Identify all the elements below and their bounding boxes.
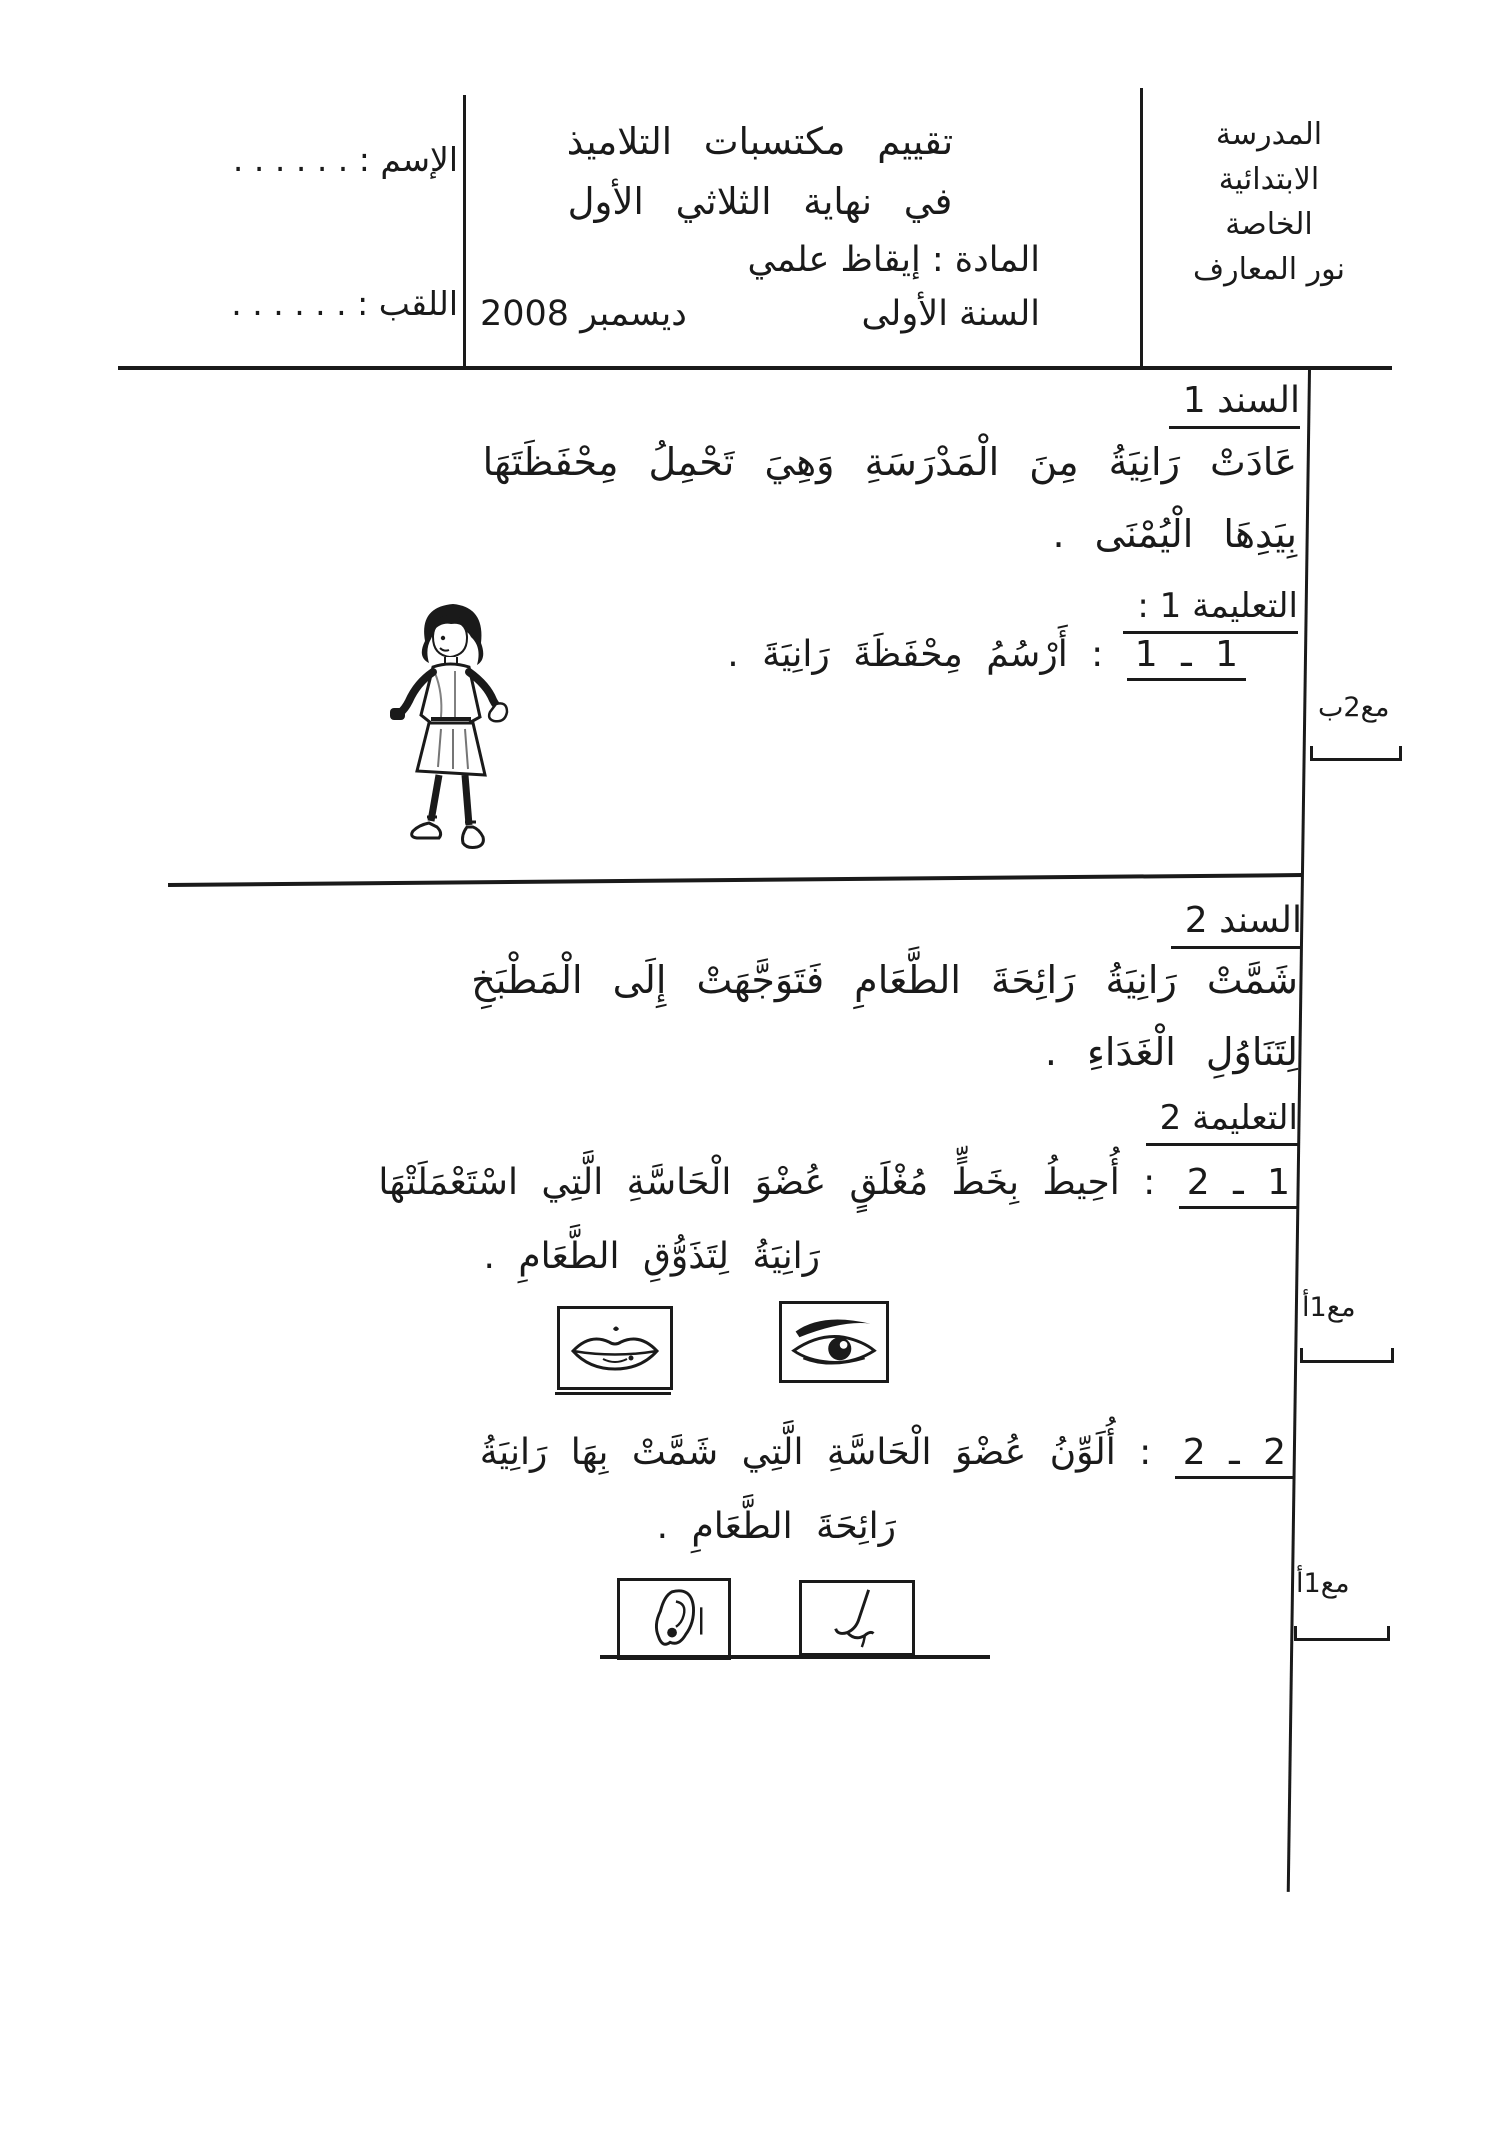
task-2-2-text-line2: رَائِحَةَ الطَّعَامِ . [656, 1506, 896, 1547]
nose-image-box [799, 1580, 915, 1656]
section2-text-line2: لِتَنَاوُلِ الْغَدَاءِ . [1044, 1030, 1298, 1074]
nose-icon [807, 1586, 907, 1650]
section2-heading [1171, 900, 1302, 941]
task-1-2 [378, 1162, 1298, 1203]
eye-image-box [779, 1301, 889, 1383]
score-bracket-1 [1310, 746, 1402, 761]
header-divider-left [463, 95, 466, 368]
task-2-2 [480, 1432, 1294, 1473]
eye-icon [786, 1308, 882, 1376]
last-name-field: اللقب : . . . . . . [231, 284, 458, 323]
instruction1-heading [1123, 586, 1298, 626]
score-bracket-2 [1300, 1348, 1394, 1363]
school-name-line1: المدرسة [1215, 117, 1323, 152]
section2-text-line1: شَمَّتْ رَانِيَةُ رَائِحَةَ الطَّعَامِ فَتَوَجَّهَتْ إِلَى الْمَطْبَخِ [471, 958, 1298, 1002]
task-2-2-text-line1: : أُلَوِّنُ عُضْوَ الْحَاسَّةِ الَّتِي شَمَّتْ بِهَا رَانِيَةُ [479, 1432, 1152, 1473]
score-mark-section1: مع2ب [1318, 692, 1390, 723]
exam-title-line2: في نهاية الثلاثي الأول [567, 180, 953, 223]
section1-text-line2: بِيَدِهَا الْيُمْنَى . [1052, 512, 1297, 556]
school-name-line4: نور المعارف [1193, 252, 1345, 287]
girl-illustration [383, 596, 523, 858]
school-name-line2: الابتدائية [1218, 162, 1320, 197]
exam-title-line1: تقييم مكتسبات التلاميذ [566, 120, 954, 163]
task-2-2-number: 2 ـ 2 [1175, 1432, 1294, 1479]
mouth-image-box [557, 1306, 673, 1390]
section1-heading-label: السند 1 [1169, 380, 1300, 429]
section1-heading [1169, 380, 1300, 421]
ear-icon [625, 1584, 723, 1654]
header-divider-right [1140, 88, 1143, 368]
score-bracket-3 [1294, 1626, 1390, 1641]
mouth-icon [565, 1313, 665, 1383]
task-1-2-text-line1: : أُحِيطُ بِخَطٍّ مُغْلَقٍ عُضْوَ الْحَاسَّةِ الَّتِي اسْتَعْمَلَتْهَا [378, 1162, 1156, 1203]
girl-walking-icon [383, 596, 523, 858]
section1-text-line1: عَادَتْ رَانِيَةُ مِنَ الْمَدْرَسَةِ وَهِيَ تَحْمِلُ مِحْفَظَتَهَا [482, 440, 1297, 484]
score-mark-task-2-2: مع1أ [1296, 1568, 1350, 1599]
ear-image-box [617, 1578, 731, 1660]
instruction1-heading-label: التعليمة 1 : [1123, 586, 1298, 634]
task-1-2-text-line2: رَانِيَةُ لِتَذَوُّقِ الطَّعَامِ . [483, 1236, 820, 1277]
task-1-1 [727, 634, 1246, 675]
school-name-line3: الخاصة [1225, 207, 1313, 242]
task-1-1-number: 1 ـ 1 [1127, 634, 1246, 681]
header-bottom-border [118, 366, 1392, 370]
section-divider-line [168, 873, 1302, 887]
mouth-box-shadow-line [555, 1392, 671, 1395]
score-mark-task-1-2: مع1أ [1302, 1292, 1356, 1323]
section2-heading-label: السند 2 [1171, 900, 1302, 949]
grade-label: السنة الأولى [861, 294, 1040, 334]
exam-header-center [480, 120, 1040, 334]
instruction2-heading-label: التعليمة 2 [1146, 1098, 1298, 1146]
school-name [1150, 112, 1388, 292]
task-1-2-number: 1 ـ 2 [1179, 1162, 1298, 1209]
organ-boxes-underline [600, 1655, 990, 1659]
first-name-field: الإسم : . . . . . . [232, 140, 458, 179]
task-1-1-text: : أَرْسُمُ مِحْفَظَةَ رَانِيَةَ . [727, 634, 1104, 675]
exam-date: ديسمبر 2008 [480, 294, 687, 334]
subject-line: المادة : إيقاظ علمي [747, 240, 1040, 280]
instruction2-heading [1146, 1098, 1298, 1138]
